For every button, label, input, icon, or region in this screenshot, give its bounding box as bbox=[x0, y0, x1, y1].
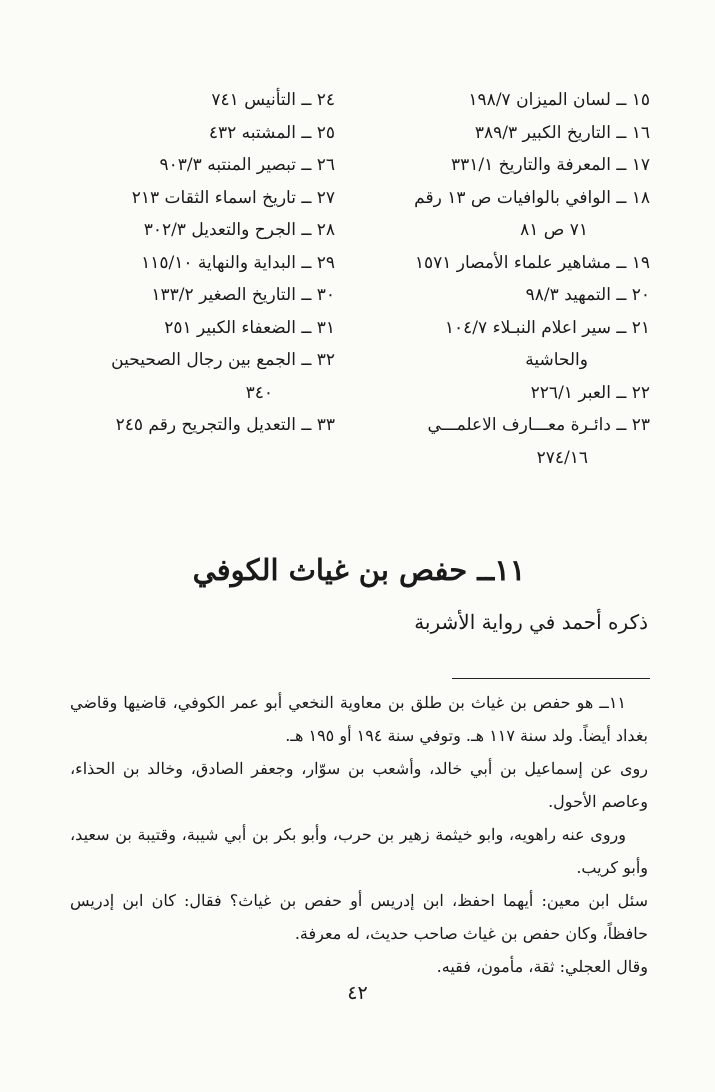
reference-line: ٢٥ ــ المشتبه ٤٣٢ bbox=[208, 122, 335, 143]
reference-line: ٢٣ ــ دائـرة معـــارف الاعلمـــي bbox=[427, 415, 650, 435]
references-left-column bbox=[70, 84, 335, 442]
reference-line: ٣٣ ــ التعديل والتجريح رقم ٢٤٥ bbox=[115, 415, 335, 435]
reference-line: ١٦ ــ التاريخ الكبير ٣٨٩/٣ bbox=[474, 122, 650, 143]
reference-line: ٣١ ــ الضعفاء الكبير ٢٥١ bbox=[164, 317, 335, 338]
entry-heading: ١١ــ حفص بن غياث الكوفي bbox=[192, 553, 526, 587]
reference-line: ٣٠ ــ التاريخ الصغير ١٣٣/٢ bbox=[151, 285, 335, 305]
reference-line-continuation: ٢٧٤/١٦ bbox=[536, 447, 588, 468]
reference-line: ٢٢ ــ العبر ٢٢٦/١ bbox=[530, 382, 650, 403]
reference-line-continuation: والحاشية bbox=[525, 350, 588, 370]
reference-line: ٢٩ ــ البداية والنهاية ١١٥/١٠ bbox=[141, 252, 335, 273]
reference-line: ٣٢ ــ الجمع بين رجال الصحيحين bbox=[111, 350, 335, 370]
footnote-paragraph: روى عن إسماعيل بن أبي خالد، وأشعب بن سوّار، وجعفر الصادق، وخالد بن الحذاء، وعاصم الأحول. bbox=[70, 759, 648, 811]
reference-line: ١٥ ــ لسان الميزان ١٩٨/٧ bbox=[468, 90, 650, 110]
entry-subtitle: ذكره أحمد في رواية الأشربة bbox=[414, 610, 648, 634]
reference-line: ١٩ ــ مشاهير علماء الأمصار ١٥٧١ bbox=[414, 252, 650, 273]
footnote-paragraph: وقال العجلي: ثقة، مأمون، فقيه. bbox=[436, 957, 648, 976]
reference-line-continuation: ٣٤٠ bbox=[245, 382, 273, 403]
reference-line: ٢٧ ــ تاريخ اسماء الثقات ٢١٣ bbox=[131, 187, 335, 208]
references-right-column bbox=[360, 84, 650, 474]
reference-line: ٢٠ ــ التمهيد ٩٨/٣ bbox=[525, 285, 650, 305]
reference-line: ٢٦ ــ تبصير المنتبه ٩٠٣/٣ bbox=[159, 155, 335, 175]
footnotes bbox=[70, 686, 648, 983]
reference-line-continuation: ٧١ ص ٨١ bbox=[520, 220, 588, 240]
footnote-paragraph: ١١ــ هو حفص بن غياث بن طلق بن معاوية النخعي أبو عمر الكوفي، قاضيها وقاضي بغداد أيضاً. ولد سنة ١١٧ هـ. وتوفي سنة ١٩٤ أو ١٩٥ هـ. bbox=[70, 693, 648, 745]
reference-line: ١٨ ــ الوافي بالوافيات ص ١٣ رقم bbox=[414, 187, 650, 208]
footnote-paragraph: وروى عنه راهويه، وابو خيثمة زهير بن حرب، وأبو بكر بن أبي شيبة، وقتيبة بن سعيد، وأبو كريب. bbox=[70, 825, 648, 877]
footnote-paragraph: سئل ابن معين: أيهما احفظ، ابن إدريس أو حفص بن غياث؟ فقال: كان ابن إدريس حافظاً، وكان حفص بن غياث صاحب حديث، له معرفة. bbox=[70, 891, 648, 943]
reference-line: ١٧ ــ المعرفة والتاريخ ٣٣١/١ bbox=[451, 155, 650, 175]
footnote-divider bbox=[452, 678, 650, 679]
reference-line: ٢٨ ــ الجرح والتعديل ٣٠٢/٣ bbox=[143, 220, 335, 240]
page-number: ٤٢ bbox=[347, 982, 368, 1004]
reference-line: ٢١ ــ سير اعلام النبـلاء ١٠٤/٧ bbox=[444, 317, 650, 338]
reference-line: ٢٤ ــ التأنيس ٧٤١ bbox=[211, 90, 335, 110]
